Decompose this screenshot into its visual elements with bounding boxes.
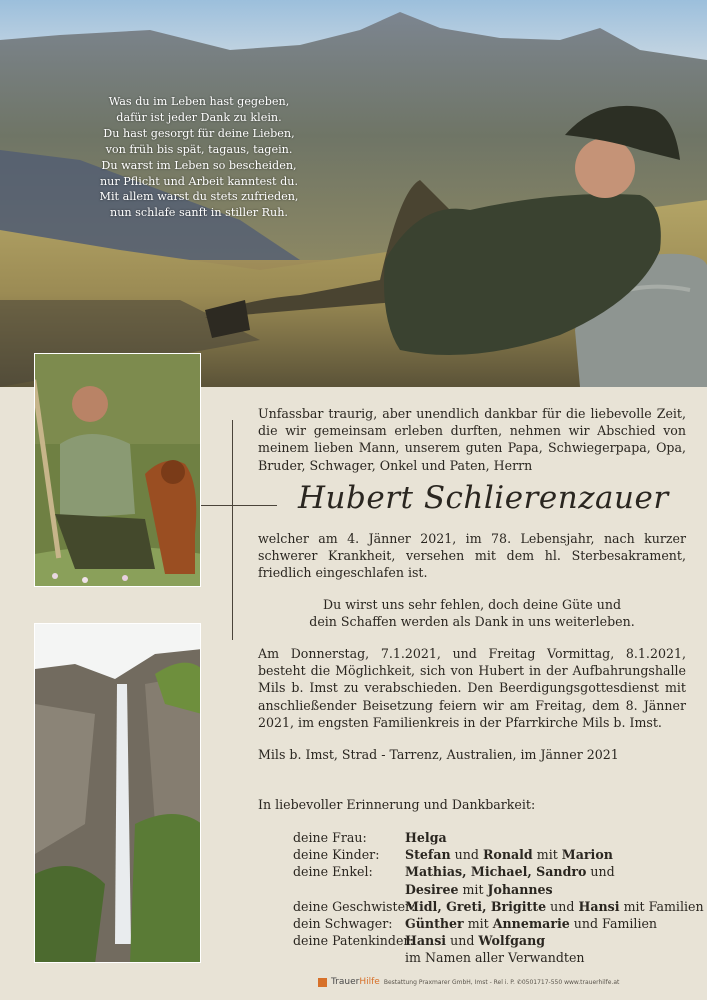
cross-horizontal-line (201, 505, 277, 506)
family-name: Marion (561, 847, 613, 863)
footer-text: Bestattung Praxmarer GmbH, Imst - Rel i. P. ✆0501717-550 www.trauerhilfe.at (383, 978, 620, 986)
family-name: Midl, Greti, Brigitte (405, 898, 547, 914)
family-row-brother-in-law: dein Schwager: Günther mit Annemarie und Familien (293, 916, 658, 932)
deceased-name: Hubert Schlierenzauer (298, 480, 669, 516)
family-name: Annemarie (492, 916, 570, 932)
family-name: Johannes (487, 881, 553, 897)
relation-label: deine Enkel: (293, 864, 373, 880)
footer-brand: TrauerHilfe (331, 977, 380, 987)
all-relatives: im Namen aller Verwandten (405, 950, 585, 966)
family-row-grandchildren: deine Enkel: Mathias, Michael, Sandro und (293, 864, 615, 880)
farewell-line: Du wirst uns sehr fehlen, doch deine Güte und (322, 597, 622, 612)
poem (88, 94, 310, 221)
relation-label: dein Schwager: (293, 916, 393, 932)
place-date: Mils b. Imst, Strad - Tarrenz, Australien, im Jänner 2021 (258, 747, 619, 762)
intro-paragraph: Unfassbar traurig, aber unendlich dankbar für die liebevolle Zeit, die wir gemeinsam erleben durften, nehmen wir Abschied von meinem lieben Mann, unserem guten Papa, Schwiegerpapa, Opa, Bruder, Schwager, Onkel und Paten, Herrn (258, 406, 686, 473)
family-row-godchildren: deine Patenkinder: Hansi und Wolfgang (293, 933, 546, 949)
family-name: Ronald (482, 847, 533, 863)
farewell-verse (258, 596, 686, 630)
family-name: Hansi (405, 933, 447, 949)
footer (318, 977, 698, 987)
family-row-children: deine Kinder: Stefan und Ronald mit Marion (293, 847, 613, 863)
header-photo (0, 0, 707, 387)
funeral-paragraph: Am Donnerstag, 7.1.2021, und Freitag Vormittag, 8.1.2021, besteht die Möglichkeit, sich von Hubert in der Aufbahrungshalle Mils b. Imst zu verabschieden. Den Beerdigungsgottesdienst mit anschließender Beisetzung feiern wir am Freitag, dem 8. Jänner 2021, im engsten Familienkreis in der Pfarrkirche Mils b. Imst. (258, 646, 686, 730)
family-row-all (293, 949, 693, 966)
family-name: Stefan (405, 847, 451, 863)
family-name: Wolfgang (478, 933, 546, 949)
relation-label: deine Patenkinder: (293, 933, 414, 949)
family-name: Mathias, Michael, Sandro (405, 864, 587, 880)
family-name: Desiree (405, 881, 459, 897)
family-row-grandchildren-cont: Desiree mit Johannes (405, 881, 553, 897)
poem-line: nun schlafe sanft in stiller Ruh. (110, 206, 288, 220)
death-paragraph: welcher am 4. Jänner 2021, im 78. Lebensjahr, nach kurzer schwerer Krankheit, versehen mit dem hl. Sterbesakrament, friedlich eingeschlafen ist. (258, 531, 686, 581)
family-list (293, 829, 704, 967)
waterfall-photo (34, 623, 201, 963)
relation-label: deine Kinder: (293, 847, 380, 863)
poem-line: Mit allem warst du stets zufrieden, (99, 190, 299, 204)
cross-vertical-line (232, 420, 233, 640)
poem-line: von früh bis spät, tagaus, tagein. (105, 142, 293, 156)
poem-line: Du warst im Leben so bescheiden, (101, 158, 297, 172)
family-row-siblings: deine Geschwister: Midl, Greti, Brigitte und Hansi mit Familien (293, 898, 704, 914)
farewell-line: dein Schaffen werden als Dank in uns weiterleben. (309, 614, 635, 630)
poem-line: dafür ist jeder Dank zu klein. (116, 110, 282, 124)
relation-label: deine Frau: (293, 830, 367, 845)
relation-label: deine Geschwister: (293, 898, 416, 914)
family-row-wife (293, 829, 693, 846)
portrait-photo (34, 353, 201, 587)
trauerhilfe-logo-icon (318, 978, 327, 987)
memory-line: In liebevoller Erinnerung und Dankbarkeit: (258, 797, 536, 812)
family-name: Günther (405, 916, 464, 932)
poem-line: nur Pflicht und Arbeit kanntest du. (99, 174, 299, 188)
poem-line: Was du im Leben hast gegeben, (108, 95, 290, 108)
family-name: Hansi (578, 898, 620, 914)
poem-line: Du hast gesorgt für deine Lieben, (103, 126, 295, 140)
family-name: Helga (405, 830, 447, 845)
